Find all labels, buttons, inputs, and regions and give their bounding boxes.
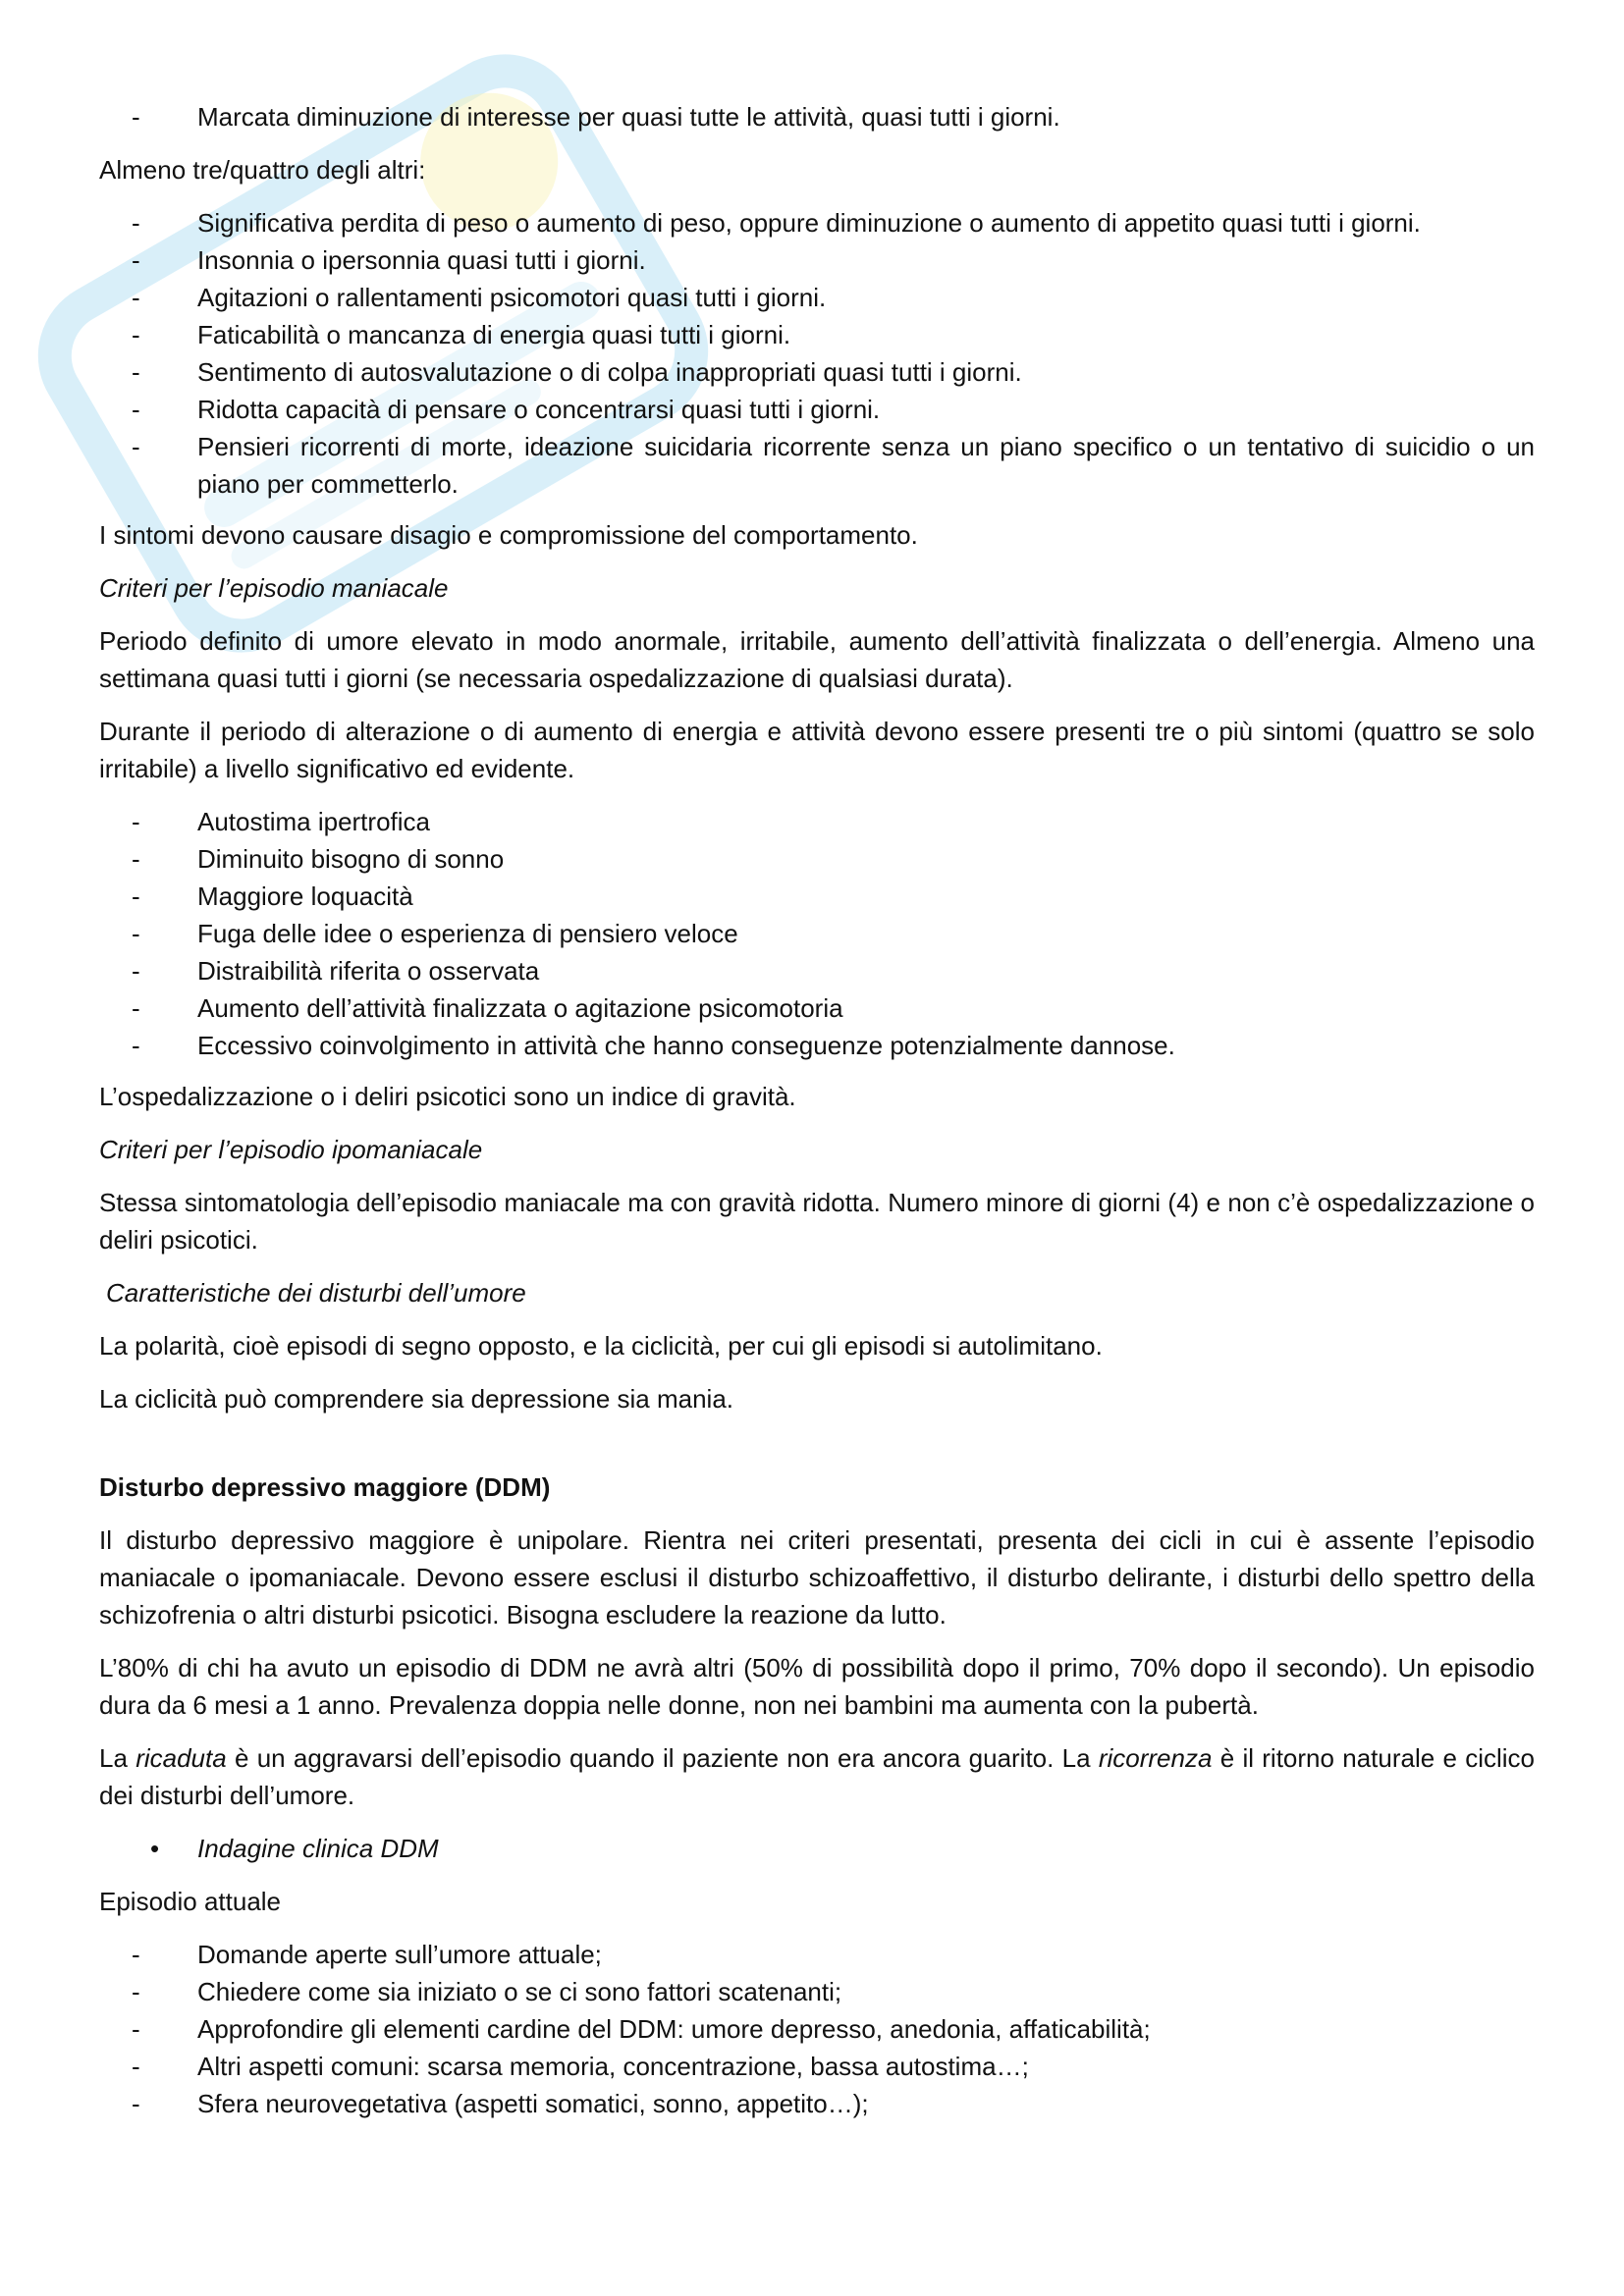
paragraph-episodio-attuale: Episodio attuale xyxy=(99,1887,282,1916)
paragraph-durante: Durante il periodo di alterazione o di aumento di energia e attività devono essere presenti tre o più sintomi (quattro se solo irritabile) a livello significativo ed evidente. xyxy=(99,717,1535,783)
text-run: è il ritorno naturale e ciclico dei disturbi dell’umore. xyxy=(99,1743,1535,1810)
text-run: è un aggravarsi dell’episodio quando il paziente non era ancora guarito. La xyxy=(226,1743,1099,1773)
bullet-item-indagine: • Indagine clinica DDM xyxy=(99,1830,1535,1867)
paragraph-ddm-1: Il disturbo depressivo maggiore è unipolare. Rientra nei criteri presentati, presenta dei cicli in cui è assente l’episodio maniacale o ipomaniacale. Devono essere esclusi il disturbo schizoaffettivo, il disturbo delirante, i disturbi dello spettro della schizofrenia o altri disturbi psicotici. Bisogna escludere la reazione da lutto. xyxy=(99,1525,1535,1629)
list-item: - Distraibilità riferita o osservata xyxy=(99,952,1535,989)
paragraph-sintomi: I sintomi devono causare disagio e compromissione del comportamento. xyxy=(99,520,918,550)
criteria-list-maniacale xyxy=(99,803,1535,1064)
criteria-list-episodio xyxy=(99,1936,1535,2122)
paragraph-periodo: Periodo definito di umore elevato in modo anormale, irritabile, aumento dell’attività finalizzata o dell’energia. Almeno una settimana quasi tutti i giorni (se necessaria ospedalizzazione di qualsiasi durata). xyxy=(99,626,1535,693)
list-item: - Aumento dell’attività finalizzata o agitazione psicomotoria xyxy=(99,989,1535,1027)
list-item: - Chiedere come sia iniziato o se ci sono fattori scatenanti; xyxy=(99,1973,1535,2010)
list-item: - Sfera neurovegetativa (aspetti somatici, sonno, appetito…); xyxy=(99,2085,1535,2122)
criteria-list-altri xyxy=(99,204,1535,503)
list-item: - Diminuito bisogno di sonno xyxy=(99,840,1535,878)
term-ricaduta: ricaduta xyxy=(135,1743,227,1773)
subheading-caratteristiche: Caratteristiche dei disturbi dell’umore xyxy=(106,1278,526,1308)
term-ricorrenza: ricorrenza xyxy=(1098,1743,1213,1773)
list-item: - Domande aperte sull’umore attuale; xyxy=(99,1936,1535,1973)
list-item: - Agitazioni o rallentamenti psicomotori quasi tutti i giorni. xyxy=(99,279,1535,316)
bullet-list-indagine xyxy=(99,1830,1535,1867)
text-run: La xyxy=(99,1743,136,1773)
list-item: - Sentimento di autosvalutazione o di colpa inappropriati quasi tutti i giorni. xyxy=(99,353,1535,391)
paragraph-ricaduta xyxy=(99,1739,1535,1814)
document-page xyxy=(99,98,1535,2136)
list-item: - Faticabilità o mancanza di energia quasi tutti i giorni. xyxy=(99,316,1535,353)
list-item: - Eccessivo coinvolgimento in attività che hanno conseguenze potenzialmente dannose. xyxy=(99,1027,1535,1064)
list-item: - Insonnia o ipersonnia quasi tutti i giorni. xyxy=(99,241,1535,279)
paragraph-polarita: La polarità, cioè episodi di segno opposto, e la ciclicità, per cui gli episodi si autolimitano. xyxy=(99,1331,1103,1361)
subheading-ipomaniacale: Criteri per l’episodio ipomaniacale xyxy=(99,1135,483,1164)
list-item: - Fuga delle idee o esperienza di pensiero veloce xyxy=(99,915,1535,952)
paragraph-stessa: Stessa sintomatologia dell’episodio maniacale ma con gravità ridotta. Numero minore di giorni (4) e non c’è ospedalizzazione o deliri psicotici. xyxy=(99,1188,1535,1255)
list-item: - Significativa perdita di peso o aumento di peso, oppure diminuzione o aumento di appetito quasi tutti i giorni. xyxy=(99,204,1535,241)
paragraph-almeno: Almeno tre/quattro degli altri: xyxy=(99,155,426,185)
list-item: - Altri aspetti comuni: scarsa memoria, concentrazione, bassa autostima…; xyxy=(99,2048,1535,2085)
criteria-list-top xyxy=(99,98,1535,135)
paragraph-ddm-2: L’80% di chi ha avuto un episodio di DDM ne avrà altri (50% di possibilità dopo il primo, 70% dopo il secondo). Un episodio dura da 6 mesi a 1 anno. Prevalenza doppia nelle donne, non nei bambini ma aumenta con la pubertà. xyxy=(99,1653,1535,1720)
paragraph-ospedalizzazione: L’ospedalizzazione o i deliri psicotici sono un indice di gravità. xyxy=(99,1082,796,1111)
section-heading-ddm: Disturbo depressivo maggiore (DDM) xyxy=(99,1472,551,1502)
list-item: - Autostima ipertrofica xyxy=(99,803,1535,840)
list-item: - Marcata diminuzione di interesse per quasi tutte le attività, quasi tutti i giorni. xyxy=(99,98,1535,135)
list-item: - Ridotta capacità di pensare o concentrarsi quasi tutti i giorni. xyxy=(99,391,1535,428)
list-item: - Maggiore loquacità xyxy=(99,878,1535,915)
list-item: - Approfondire gli elementi cardine del DDM: umore depresso, anedonia, affaticabilità; xyxy=(99,2010,1535,2048)
subheading-maniacale: Criteri per l’episodio maniacale xyxy=(99,573,449,603)
paragraph-ciclicita: La ciclicità può comprendere sia depressione sia mania. xyxy=(99,1384,734,1414)
list-item: - Pensieri ricorrenti di morte, ideazione suicidaria ricorrente senza un piano specifico o un tentativo di suicidio o un piano per commetterlo. xyxy=(99,428,1535,503)
